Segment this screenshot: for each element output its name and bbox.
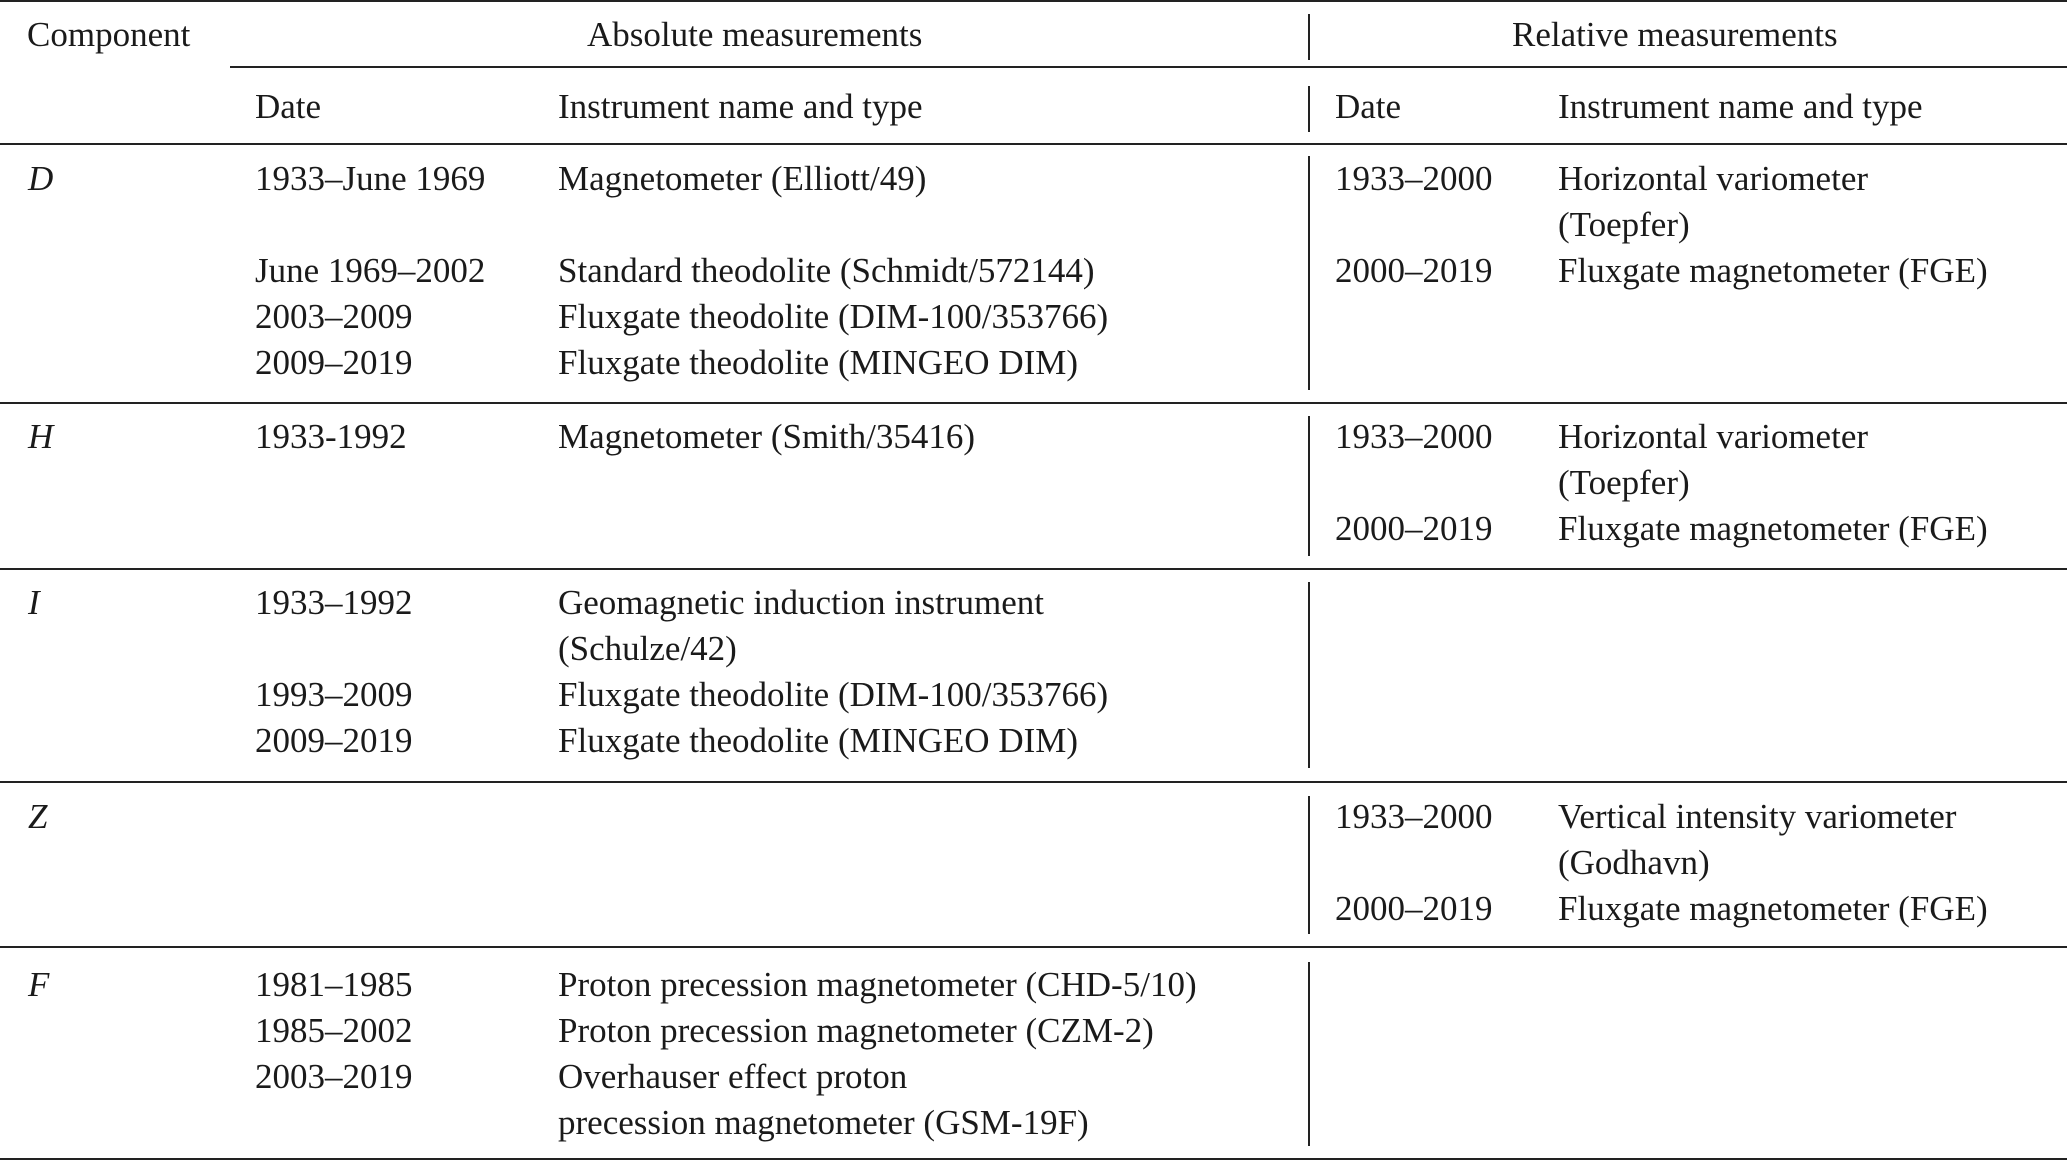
component-cell: I [28,583,40,622]
relative-date-cell: 2000–2019 [1335,509,1493,548]
absolute-date-cell: 1933–June 1969 [255,159,486,198]
absolute-instrument-cell: Standard theodolite (Schmidt/572144) [558,251,1095,290]
column-separator [1308,156,1310,390]
absolute-instrument-cell: Magnetometer (Elliott/49) [558,159,927,198]
column-separator [1308,582,1310,768]
row-divider [0,568,2067,570]
absolute-instrument-cell: precession magnetometer (GSM-19F) [558,1103,1089,1142]
relative-instrument-cell: Fluxgate magnetometer (FGE) [1558,251,1988,290]
header-relative-instrument: Instrument name and type [1558,87,1923,126]
relative-instrument-cell: Fluxgate magnetometer (FGE) [1558,889,1988,928]
header-relative-date: Date [1335,87,1402,126]
relative-instrument-cell: (Toepfer) [1558,205,1690,244]
absolute-instrument-cell: (Schulze/42) [558,629,737,668]
header-component: Component [27,15,191,54]
absolute-instrument-cell: Geomagnetic induction instrument [558,583,1045,622]
relative-instrument-cell: Fluxgate magnetometer (FGE) [1558,509,1988,548]
absolute-date-cell: 2009–2019 [255,721,413,760]
bottom-rule [0,1158,2067,1160]
header-absolute-date: Date [255,87,322,126]
absolute-date-cell: 1933-1992 [255,417,407,456]
absolute-date-cell: 2003–2009 [255,297,413,336]
column-separator [1308,962,1310,1146]
row-divider [0,402,2067,404]
column-separator [1308,86,1310,132]
column-separator [1308,796,1310,934]
component-cell: H [28,417,54,456]
absolute-instrument-cell: Fluxgate theodolite (MINGEO DIM) [558,721,1079,760]
relative-instrument-cell: Horizontal variometer [1558,417,1869,456]
absolute-date-cell: 1981–1985 [255,965,413,1004]
relative-instrument-cell: Vertical intensity variometer [1558,797,1957,836]
absolute-instrument-cell: Fluxgate theodolite (DIM-100/353766) [558,297,1109,336]
absolute-date-cell: June 1969–2002 [255,251,486,290]
component-cell: Z [28,797,48,836]
header-absolute-instrument: Instrument name and type [558,87,923,126]
absolute-instrument-cell: Fluxgate theodolite (MINGEO DIM) [558,343,1079,382]
top-rule [0,0,2067,2]
header-relative-measurements: Relative measurements [1512,15,1838,54]
absolute-instrument-cell: Proton precession magnetometer (CHD-5/10) [558,965,1197,1004]
column-separator [1308,416,1310,556]
absolute-instrument-cell: Magnetometer (Smith/35416) [558,417,976,456]
absolute-date-cell: 1993–2009 [255,675,413,714]
header-absolute-measurements: Absolute measurements [587,15,923,54]
relative-date-cell: 2000–2019 [1335,889,1493,928]
relative-date-cell: 1933–2000 [1335,797,1493,836]
row-divider [0,946,2067,948]
relative-instrument-cell: (Godhavn) [1558,843,1710,882]
absolute-instrument-cell: Fluxgate theodolite (DIM-100/353766) [558,675,1109,714]
component-cell: F [28,965,50,1004]
header-bottom-rule [0,143,2067,145]
absolute-date-cell: 2003–2019 [255,1057,413,1096]
absolute-instrument-cell: Overhauser effect proton [558,1057,908,1096]
absolute-date-cell: 2009–2019 [255,343,413,382]
absolute-instrument-cell: Proton precession magnetometer (CZM-2) [558,1011,1154,1050]
absolute-date-cell: 1985–2002 [255,1011,413,1050]
group-header-rule [230,66,2067,68]
absolute-date-cell: 1933–1992 [255,583,413,622]
relative-instrument-cell: (Toepfer) [1558,463,1690,502]
relative-date-cell: 1933–2000 [1335,417,1493,456]
column-separator [1308,14,1310,60]
relative-date-cell: 2000–2019 [1335,251,1493,290]
relative-date-cell: 1933–2000 [1335,159,1493,198]
component-cell: D [28,159,54,198]
relative-instrument-cell: Horizontal variometer [1558,159,1869,198]
row-divider [0,781,2067,783]
